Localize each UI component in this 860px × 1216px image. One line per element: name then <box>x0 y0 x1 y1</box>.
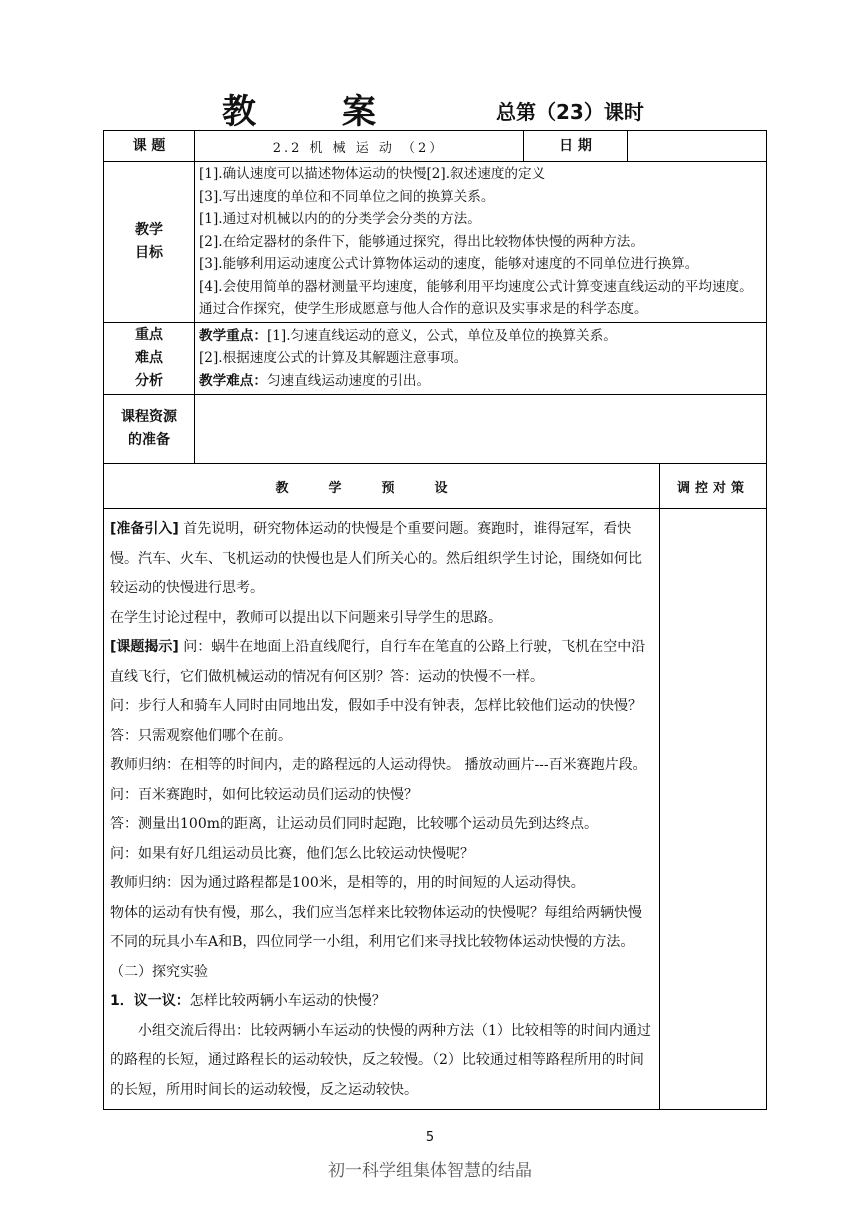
goal-line: [4].会使用简单的器材测量平均速度，能够利用平均速度公式计算变速直线运动的平均速度。 <box>199 278 753 295</box>
key-difficulty-tag: 教学难点： <box>199 372 267 389</box>
strategy-header: 调控对策 <box>660 464 767 509</box>
page-number: 5 <box>425 1130 435 1145</box>
paragraph: 问：如果有好几组运动员比赛，他们怎么比较运动快慢呢？ <box>110 845 474 862</box>
discuss-tag: 1．议一议： <box>110 993 190 1009</box>
paragraph: 问：步行人和骑车人同时由同地出发，假如手中没有钟表，怎样比较他们运动的快慢？答：只需观察他们哪个在前。 <box>110 698 642 744</box>
key-content <box>195 322 767 395</box>
goal-line: 通过合作探究，使学生形成愿意与他人合作的意识及实事求是的科学态度。 <box>199 301 648 317</box>
topic-row <box>104 131 767 162</box>
title-row <box>0 84 860 132</box>
key-focus-text: [1].匀速直线运动的意义，公式，单位及单位的换算关系。 <box>266 327 617 344</box>
goal-line: [3].能够利用运动速度公式计算物体运动的速度，能够对速度的不同单位进行换算。 <box>199 256 699 272</box>
key-difficulty-text: 匀速直线运动速度的引出。 <box>266 372 431 389</box>
goal-line: [1].确认速度可以描述物体运动的快慢[2].叙述速度的定义 <box>199 166 546 182</box>
paragraph: 在学生讨论过程中，教师可以提出以下问题来引导学生的思路。 <box>110 609 502 626</box>
key-line-2: [2].根据速度公式的计算及其解题注意事项。 <box>199 350 468 366</box>
paragraph: 教师归纳：在相等的时间内，走的路程远的人运动得快。 播放动画片---百米赛跑片段。问：百米赛跑时，如何比较运动员们运动的快慢？ <box>110 757 647 803</box>
topic-value: 2.2 机 械 运 动 （2） <box>195 131 524 162</box>
strategy-body <box>660 509 767 1110</box>
goal-line: [1].通过对机械以内的的分类学会分类的方法。 <box>199 211 481 227</box>
key-line-3 <box>199 370 762 393</box>
key-line-1 <box>199 325 762 348</box>
key-row <box>104 322 767 395</box>
reveal-text: 问：蜗牛在地面上沿直线爬行，自行车在笔直的公路上行驶，飞机在空中沿直线飞行，它们做机械运动的情况有何区别？答：运动的快慢不一样。 <box>110 639 646 685</box>
goals-label <box>104 162 195 323</box>
paragraph: 教师归纳：因为通过路程都是100米，是相等的，用的时间短的人运动得快。 <box>110 875 585 891</box>
lesson-number: 总第（23）课时 <box>496 100 644 124</box>
discuss-text: 怎样比较两辆小车运动的快慢？ <box>189 993 386 1009</box>
teaching-plan-header: 教学预设 <box>104 464 660 509</box>
paragraph <box>110 987 655 1017</box>
reveal-tag: [课题揭示] <box>110 639 179 655</box>
resources-value <box>195 395 767 464</box>
paragraph: 物体的运动有快有慢，那么，我们应当怎样来比较物体运动的快慢呢？每组给两辆快慢不同的玩具小车A和B，四位同学一小组，利用它们来寻找比较物体运动快慢的方法。 <box>110 904 642 950</box>
date-label: 日 期 <box>524 131 628 162</box>
intro-tag: [准备引入] <box>110 521 179 537</box>
resources-label-text: 课程资源的准备 <box>121 409 177 448</box>
goal-line: [2].在给定器材的条件下，能够通过探究，得出比较物体快慢的两种方法。 <box>199 233 644 250</box>
key-focus-tag: 教学重点： <box>199 327 267 344</box>
goal-line: [3].写出速度的单位和不同单位之间的换算关系。 <box>199 188 495 205</box>
paragraph <box>110 515 655 604</box>
key-label-text: 重点难点分析 <box>134 326 163 389</box>
intro-text: 首先说明，研究物体运动的快慢是个重要问题。赛跑时，谁得冠军，看快慢。汽车、火车、飞机运动的快慢也是人们所关心的。然后组织学生讨论，围绕如何比较运动的快慢进行思考。 <box>110 521 642 596</box>
resources-row <box>104 395 767 464</box>
page-title: 教案 <box>222 92 462 132</box>
lesson-plan-table <box>103 130 767 1110</box>
paragraph: （二）探究实验 <box>110 963 208 980</box>
key-label <box>104 322 195 395</box>
date-value <box>628 131 767 162</box>
paragraph: 答：测量出100m的距离，让运动员们同时起跑，比较哪个运动员先到达终点。 <box>110 816 598 832</box>
goals-row <box>104 162 767 323</box>
section-header-row <box>104 464 767 509</box>
topic-label: 课 题 <box>104 131 195 162</box>
goals-label-text: 教学目标 <box>134 221 163 261</box>
resources-label <box>104 395 195 464</box>
paragraph <box>110 633 655 692</box>
goals-content <box>195 162 767 323</box>
body-row <box>104 509 767 1110</box>
footer-text: 初一科学组集体智慧的结晶 <box>328 1161 532 1181</box>
paragraph: 小组交流后得出：比较两辆小车运动的快慢的两种方法（1）比较相等的时间内通过的路程的长短，通过路程长的运动较快，反之较慢。（2）比较通过相等路程所用的时间的长短，所用时间长的运动较慢，反之运动较快。 <box>110 1022 651 1098</box>
teaching-plan-body <box>104 509 660 1110</box>
